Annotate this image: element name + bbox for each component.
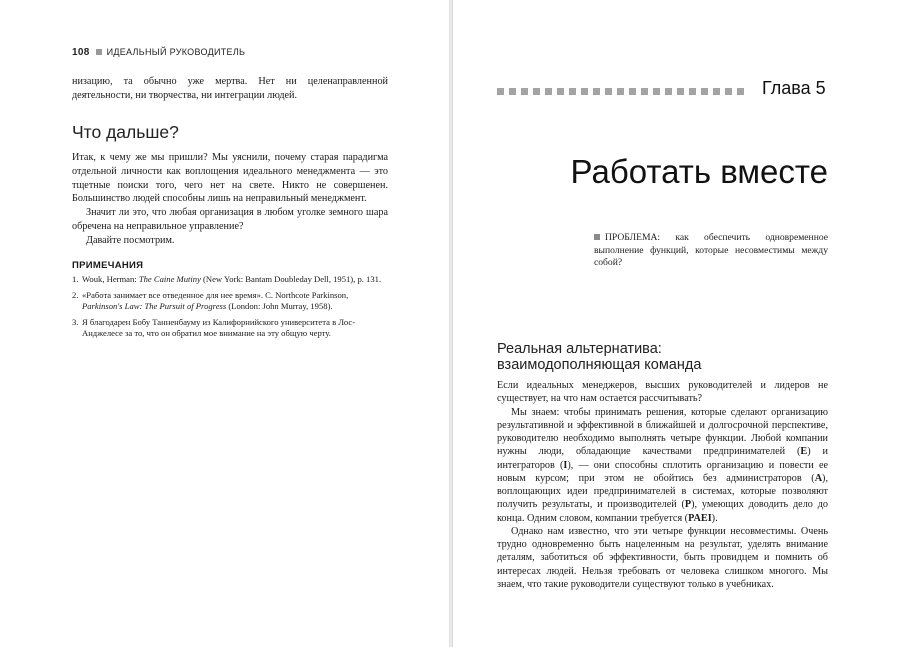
paragraph: Значит ли это, что любая организация в любом уголке земного шара обречена на неправильное управление? <box>72 207 388 232</box>
section-body <box>497 379 828 591</box>
running-head <box>72 47 245 58</box>
page-number: 108 <box>72 47 90 58</box>
note-item: 3. Я благодарен Бобу Танненбауму из Калифорнийского университета в Лос-Анджелесе за то, что он обратил мое внимание на эту общую черту. <box>72 316 356 339</box>
notes-title: ПРИМЕЧАНИЯ <box>72 260 144 271</box>
notes-list <box>72 274 388 344</box>
chapter-title: Работать вместе <box>570 153 828 190</box>
section-heading: Что дальше? <box>72 122 179 142</box>
paragraph: Итак, к чему же мы пришли? Мы уяснили, почему старая парадигма отдельной личности как воплощения идеального менеджмента — это тщетные поиски того, чего нет на свете. Никто не совершенен. Большинство людей способны лишь на неправильный менеджмент. <box>72 152 388 205</box>
book-spine-gutter <box>449 0 453 647</box>
square-bullet-icon <box>594 234 600 240</box>
chapter-label: Глава 5 <box>762 78 826 98</box>
note-item: 2. «Работа занимает все отведенное для нее время». C. Northcote Parkinson, Parkinson's Law: The Pursuit of Progress (London: John Murray, 1958). <box>72 289 349 312</box>
left-page <box>0 0 448 647</box>
note-item: 1. Wouk, Herman: The Caine Mutiny (New York: Bantam Doubleday Dell, 1951), р. 131. <box>72 274 382 284</box>
paragraph: Если идеальных менеджеров, высших руководителей и лидеров не существует, на что нам остается рассчитывать? <box>497 380 828 405</box>
paragraph: Давайте посмотрим. <box>86 234 175 246</box>
chapter-dot-rule <box>497 88 744 95</box>
section-heading: Реальная альтернатива: взаимодополняющая команда <box>497 341 702 373</box>
paragraph: Мы знаем: чтобы принимать решения, которые сделают организацию результативной и эффективной в ближайшей и долгосрочной перспективе, руководителю необходимо выполнять четыре функции. Любой компании нужны люди, обладающие качествами предпринимателей (E) и интеграторов (I), — они способны сплотить организацию и повести ее новым курсом; при этом не обойтись без администраторов (A), воплощающих идеи предпринимателей в системах, которые позволяют получить результаты, и производителей (P), умеющих доводить дело до конца. Одним словом, компании требуется (PAEI). <box>497 406 828 524</box>
right-page <box>454 0 900 647</box>
section-body <box>72 151 388 248</box>
running-head-title: ИДЕАЛЬНЫЙ РУКОВОДИТЕЛЬ <box>106 47 246 57</box>
paragraph: Однако нам известно, что эти четыре функции несовместимы. Очень трудно одновременно быть нацеленным на результат, уделять внимание деталям, заботиться об эффективности, быть провидцем и помнить об интересах людей. Нельзя требовать от человека слишком многого. Мы знаем, что такие руководители существуют только в учебниках. <box>497 525 828 590</box>
problem-statement: ПРОБЛЕМА: как обеспечить одновременное выполнение функций, которые несовместимы между собой? <box>594 232 828 269</box>
continued-paragraph: низацию, та обычно уже мертва. Нет ни целенаправленной деятельности, ни творчества, ни интеграции людей. <box>72 76 388 101</box>
square-bullet-icon <box>96 49 102 55</box>
